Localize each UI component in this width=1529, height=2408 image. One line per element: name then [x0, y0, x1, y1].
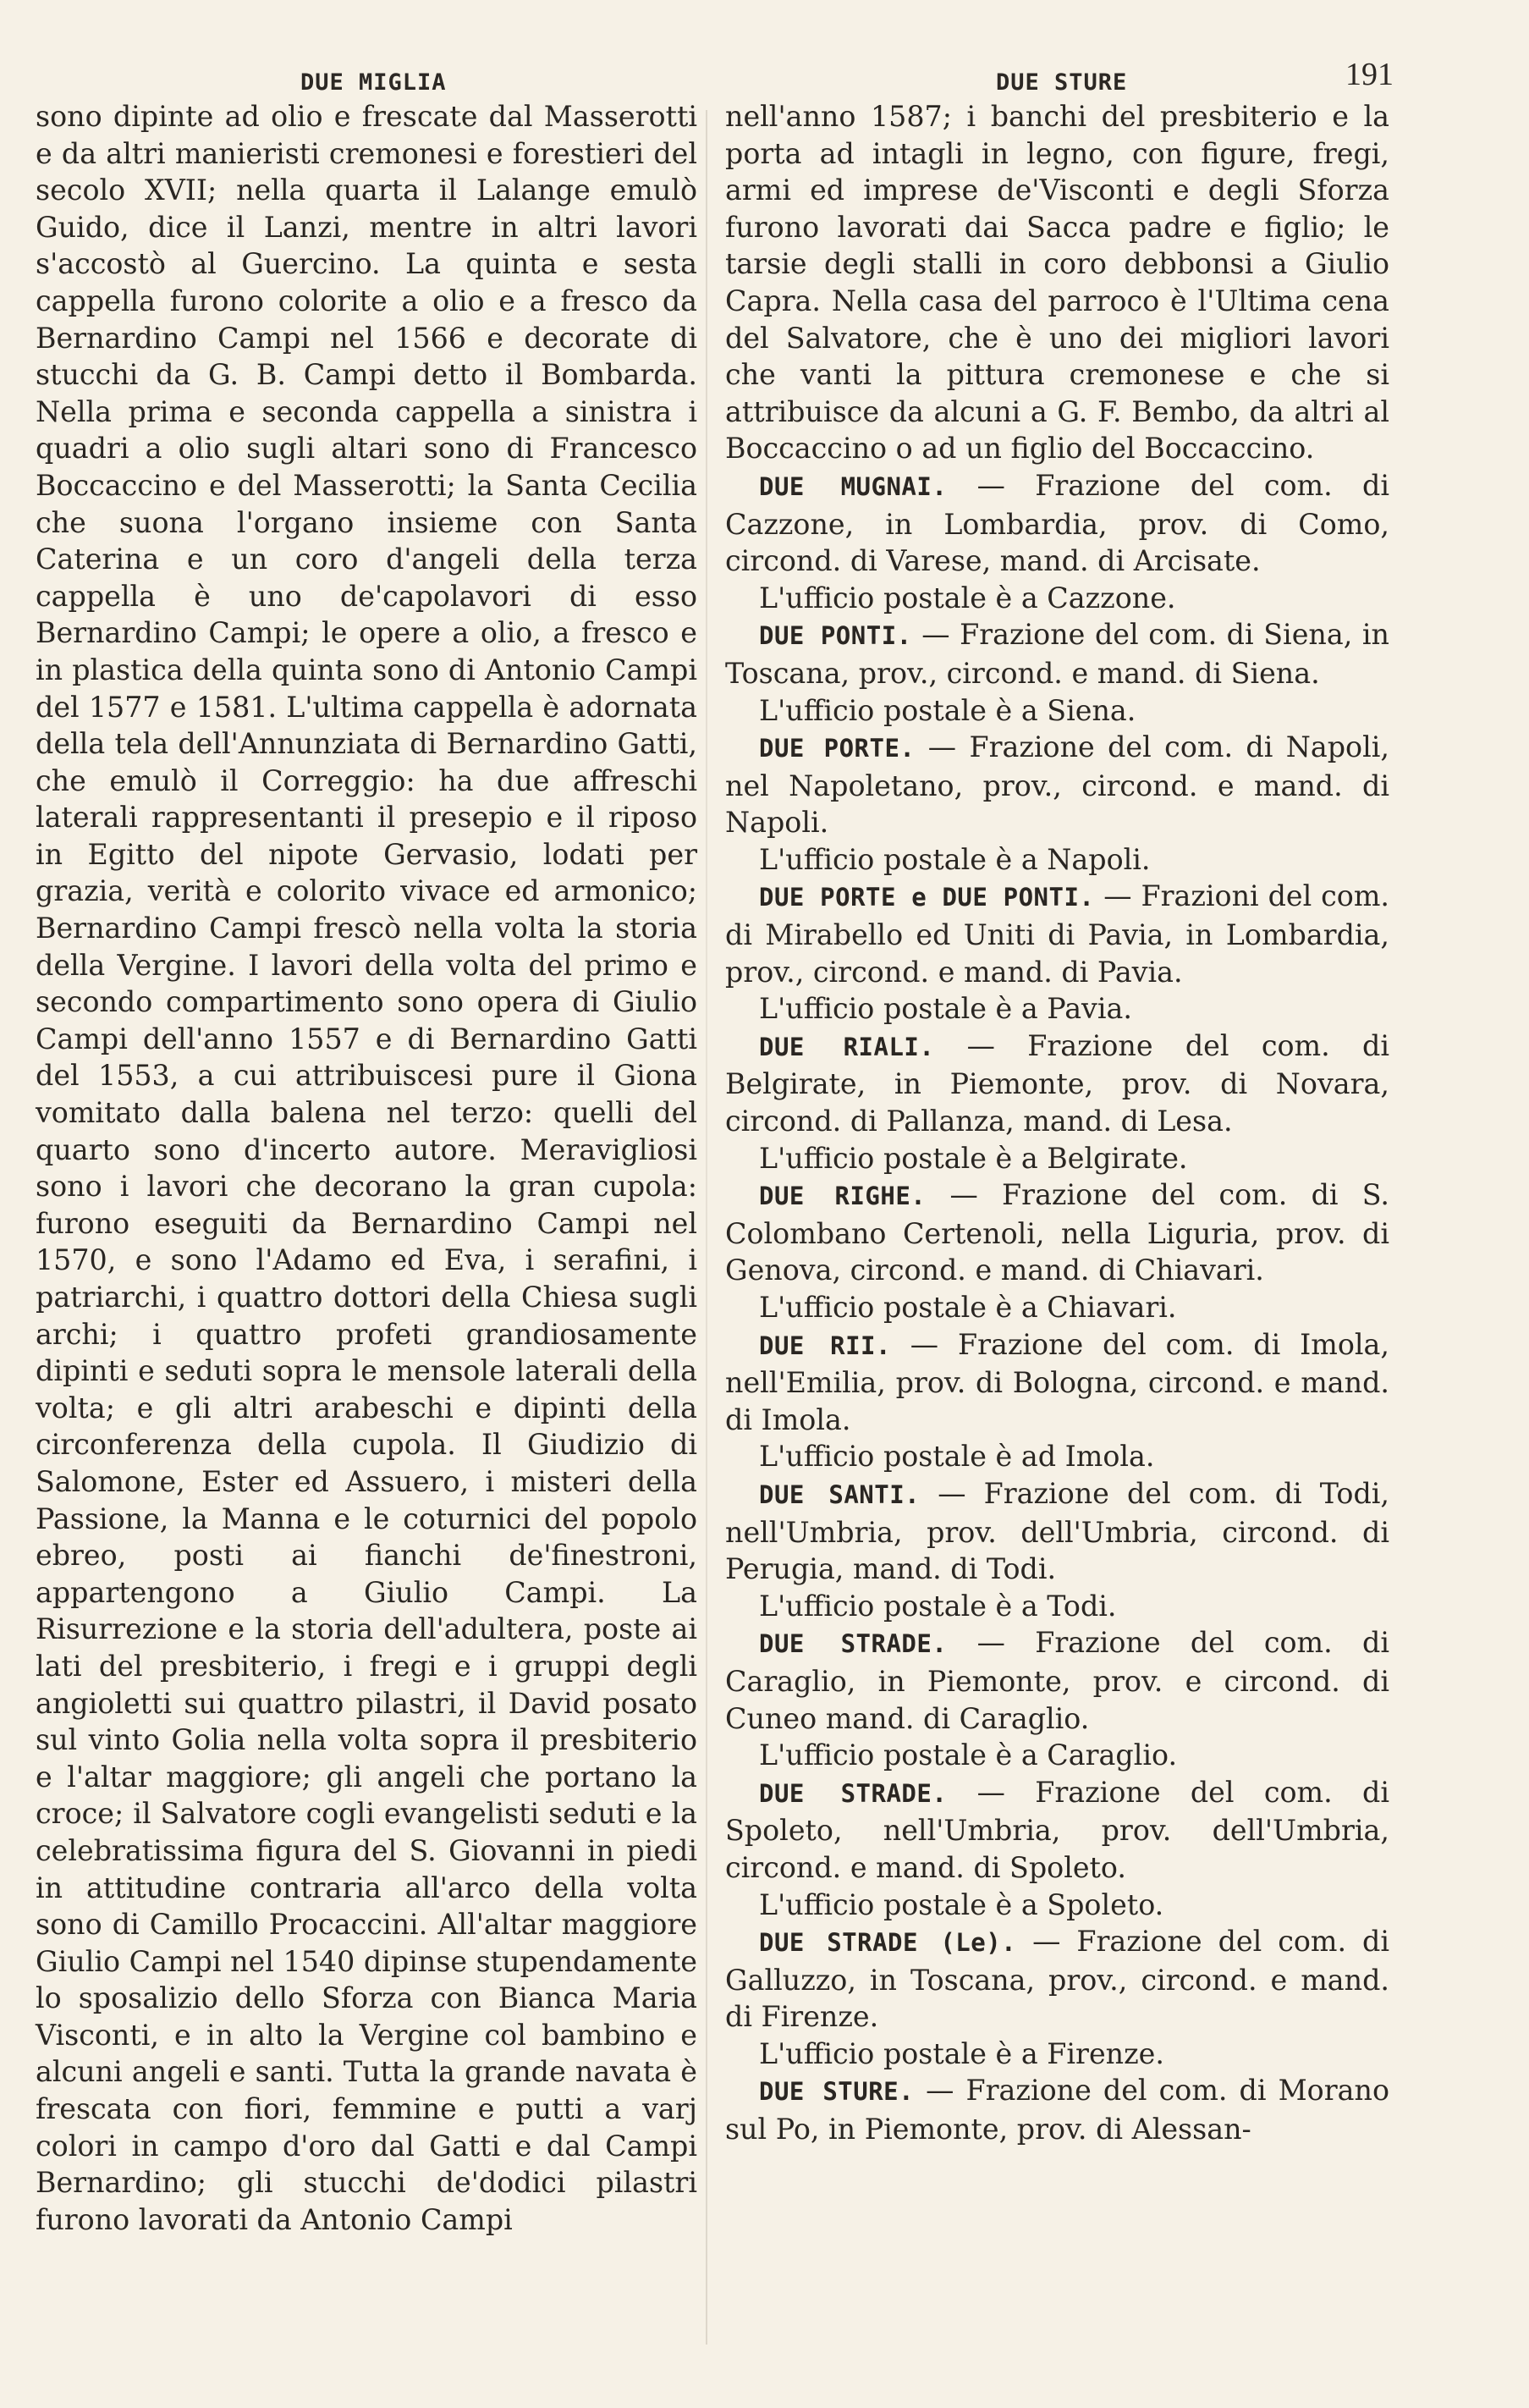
entry-headword: DUE STRADE (Le).	[759, 1928, 1017, 1958]
entry-headword: DUE STRADE.	[759, 1778, 948, 1808]
entry-post-office: L'ufficio postale è ad Imola.	[759, 1440, 1155, 1474]
entry-headword: DUE RIALI.	[759, 1032, 935, 1061]
entry-text: — Frazione del com. di Todi, nell'Umbria, prov. dell'Umbria, circond. di Perugia, mand. di Todi.	[725, 1476, 1389, 1586]
entry	[725, 878, 1389, 990]
entry-headword: DUE MUGNAI.	[759, 471, 948, 501]
entry-text: — Frazione del com. di Imola, nell'Emilia, prov. di Bologna, circond. e mand. di Imola.	[725, 1327, 1389, 1436]
entry-headword: DUE STURE.	[759, 2077, 915, 2107]
entry-text: — Frazione del com. di Cazzone, in Lombardia, prov. di Como, circond. di Varese, mand. di Arcisate.	[725, 468, 1389, 578]
entry-text: — Frazione del com. di S. Colombano Certenoli, nella Liguria, prov. di Genova, circond. e mand. di Chiavari.	[725, 1178, 1389, 1287]
entry	[725, 1774, 1389, 1887]
entry-post-office: L'ufficio postale è a Cazzone.	[759, 581, 1176, 614]
entry-post-office: L'ufficio postale è a Spoleto.	[759, 1887, 1164, 1921]
entry-post-office: L'ufficio postale è a Caraglio.	[759, 1738, 1178, 1772]
entry-text: — Frazione del com. di Morano sul Po, in Piemonte, prov. di Alessan-	[725, 2074, 1389, 2146]
left-column	[36, 98, 697, 2238]
entry	[725, 1923, 1389, 2036]
entry-text: — Frazione del com. di Siena, in Toscana, prov., circond. e mand. di Siena.	[725, 618, 1389, 690]
entry-text: — Frazioni del com. di Mirabello ed Uniti di Pavia, in Lombardia, prov., circond. e mand. di Pavia.	[725, 879, 1389, 989]
right-column	[725, 98, 1389, 2148]
running-head-right: DUE STURE	[996, 69, 1128, 96]
entry	[725, 1028, 1389, 1140]
left-column-text: sono dipinte ad olio e frescate dal Masserotti e da altri manieristi cremonesi e forestieri del secolo XVII; nella quarta il Lalange emulò Guido, dice il Lanzi, mentre in altri lavori s'accostò al Guercino. La quinta e sesta cappella furono colorite a olio e a fresco da Bernardino Campi nel 1566 e decorate di stucchi da G. B. Campi detto il Bombarda. Nella prima e seconda cappella a sinistra i quadri a olio sugli altari sono di Francesco Boccaccino e del Masserotti; la Santa Cecilia che suona l'organo insieme con Santa Caterina e un coro d'angeli della terza cappella è uno de'capolavori di esso Bernardino Campi; le opere a olio, a fresco e in plastica della quinta sono di Antonio Campi del 1577 e 1581. L'ultima cappella è adornata della tela dell'Annunziata di Bernardino Gatti, che emulò il Correggio: ha due affreschi laterali rappresentanti il presepio e il riposo in Egitto del nipote Gervasio, lodati per grazia, verità e colorito vivace ed armonico; Bernardino Campi frescò nella volta la storia della Vergine. I lavori della volta del primo e secondo compartimento sono opera di Giulio Campi dell'anno 1557 e di Bernardino Gatti del 1553, a cui attribuiscesi pure il Giona vomitato dalla balena nel terzo: quelli del quarto sono d'incerto autore. Meravigliosi sono i lavori che decorano la gran cupola: furono eseguiti da Bernardino Campi nel 1570, e sono l'Adamo ed Eva, i serafini, i patriarchi, i quattro dottori della Chiesa sugli archi; i quattro profeti grandiosamente dipinti e seduti sopra le mensole laterali della volta; e gli altri arabeschi e dipinti della circonferenza della cupola. Il Giudizio di Salomone, Ester ed Assuero, i misteri della Passione, la Manna e le coturnici del popolo ebreo, posti ai fianchi de'finestroni, appartengono a Giulio Campi. La Risurrezione e la storia dell'adultera, poste ai lati del presbiterio, i fregi e i gruppi degli angioletti sui quattro pilastri, il David posato sul vinto Golia nella volta sopra il presbiterio e l'altar maggiore; gli angeli che portano la croce; il Salvatore cogli evangelisti seduti e la celebratissima figura del S. Giovanni in piedi in attitudine contraria all'arco della volta sono di Camillo Procaccini. All'altar maggiore Giulio Campi nel 1540 dipinse stupendamente lo sposalizio dello Sforza con Bianca Maria Visconti, e in alto la Vergine col bambino e alcuni angeli e santi. Tutta la grande navata è frescata con fiori, femmine e putti a varj colori in campo d'oro dal Gatti e dal Campi Bernardino; gli stucchi de'dodici pilastri furono lavorati da Antonio Campi	[36, 100, 697, 2236]
running-head-left: DUE MIGLIA	[300, 69, 447, 96]
entry-headword: DUE PORTE e DUE PONTI.	[759, 883, 1095, 912]
entry-text: — Frazione del com. di Spoleto, nell'Umbria, prov. dell'Umbria, circond. e mand. di Spoleto.	[725, 1775, 1389, 1884]
entry-headword: DUE PONTI.	[759, 621, 912, 651]
entry-headword: DUE SANTI.	[759, 1480, 921, 1509]
entry-post-office: L'ufficio postale è a Firenze.	[759, 2036, 1164, 2070]
entry-text: — Frazione del com. di Galluzzo, in Toscana, prov., circond. e mand. di Firenze.	[725, 1925, 1389, 2034]
entry-headword: DUE RII.	[759, 1331, 891, 1360]
entry-post-office: L'ufficio postale è a Pavia.	[759, 992, 1132, 1026]
column-divider	[706, 110, 707, 2345]
entry-headword: DUE PORTE.	[759, 734, 916, 763]
entry	[725, 1624, 1389, 1737]
entry-post-office: L'ufficio postale è a Belgirate.	[759, 1141, 1188, 1175]
entry-headword: DUE RIGHE.	[759, 1182, 927, 1211]
entry	[725, 467, 1389, 580]
entry-headword: DUE STRADE.	[759, 1629, 948, 1659]
entry	[725, 616, 1389, 692]
entry	[725, 2072, 1389, 2147]
entry-post-office: L'ufficio postale è a Napoli.	[759, 842, 1151, 876]
page-number: 191	[1345, 57, 1394, 92]
entry	[725, 729, 1389, 841]
continuation-text: nell'anno 1587; i banchi del presbiterio e la porta ad intagli in legno, con figure, fregi, armi ed imprese de'Visconti e degli Sforza furono lavorati dai Sacca padre e figlio; le tarsie degli stalli in coro debbonsi a Giulio Capra. Nella casa del parroco è l'Ultima cena del Salvatore, che è uno dei migliori lavori che vanti la pittura cremonese e che si attribuisce da alcuni a G. F. Bembo, da altri al Boccaccino o ad un figlio del Boccaccino.	[725, 100, 1389, 466]
entry	[725, 1326, 1389, 1439]
entry-text: — Frazione del com. di Caraglio, in Piemonte, prov. e circond. di Cuneo mand. di Caraglio.	[725, 1626, 1389, 1735]
entry-post-office: L'ufficio postale è a Siena.	[759, 693, 1136, 727]
entry	[725, 1176, 1389, 1289]
entry-post-office: L'ufficio postale è a Chiavari.	[759, 1291, 1177, 1324]
entry-text: — Frazione del com. di Belgirate, in Piemonte, prov. di Novara, circond. di Pallanza, mand. di Lesa.	[725, 1028, 1389, 1138]
entry-post-office: L'ufficio postale è a Todi.	[759, 1589, 1117, 1623]
entry-text: — Frazione del com. di Napoli, nel Napoletano, prov., circond. e mand. di Napoli.	[725, 730, 1389, 840]
entry	[725, 1475, 1389, 1588]
